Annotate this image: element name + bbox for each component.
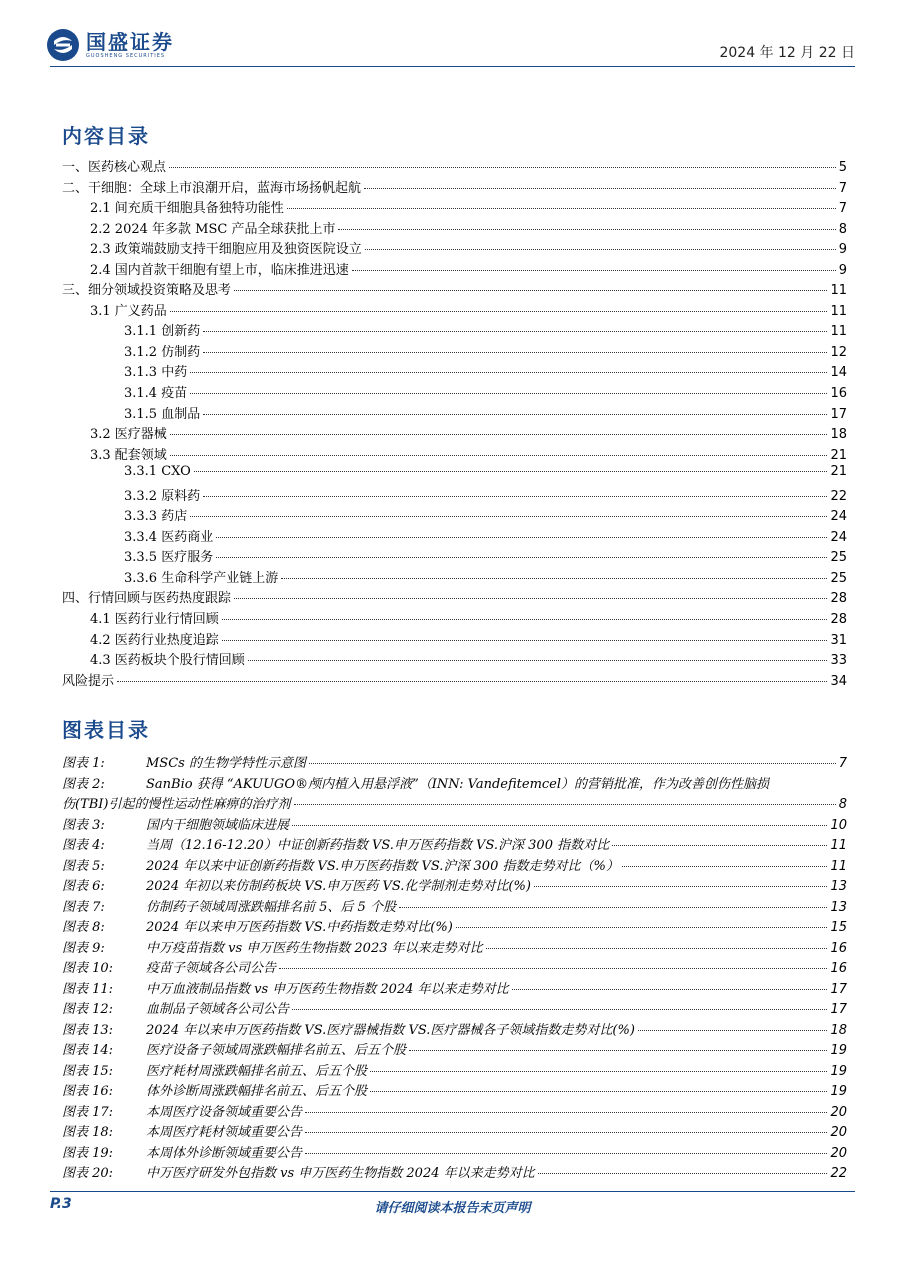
- toc-entry[interactable]: [62, 546, 847, 567]
- toc-entry[interactable]: [62, 423, 847, 444]
- toc-entry[interactable]: [62, 526, 847, 547]
- figure-entry-page: 18: [830, 1022, 847, 1038]
- figure-entry-title: 2024 年以来申万医药指数 VS.医疗器械指数 VS.医疗器械各子领域指数走势对比(%): [146, 1022, 635, 1038]
- toc-entry-title: 3.1.3 中药: [124, 365, 188, 381]
- figure-entry-title: 本周医疗设备领域重要公告: [146, 1104, 303, 1120]
- report-date: 2024 年 12 月 22 日: [719, 45, 855, 61]
- figure-entry-page: 8: [838, 797, 847, 812]
- toc-entry-title: 三、细分领域投资策略及思考: [62, 283, 232, 299]
- figure-entry[interactable]: [62, 1121, 847, 1142]
- toc-entry-title: 4.1 医药行业行情回顾: [90, 612, 219, 628]
- toc-entry-title: 四、行情回顾与医药热度跟踪: [62, 591, 232, 607]
- figure-entry-page: 16: [830, 940, 847, 956]
- toc-entry-title: 3.1.4 疫苗: [124, 386, 188, 402]
- toc-entry[interactable]: [62, 444, 847, 465]
- toc-leader-dots: [248, 660, 828, 661]
- toc-entry-page: 7: [838, 180, 847, 196]
- figure-entry[interactable]: [62, 978, 847, 999]
- toc-entry-page: 9: [838, 242, 847, 258]
- figure-entry-page: 11: [830, 858, 847, 874]
- toc-entry[interactable]: [62, 259, 847, 280]
- figure-label: 图表 4:: [62, 838, 105, 853]
- toc-entry[interactable]: [62, 464, 847, 485]
- toc-entry-title: 4.3 医药板块个股行情回顾: [90, 653, 245, 669]
- toc-leader-dots: [117, 681, 827, 682]
- figure-label: 图表 12:: [62, 1002, 114, 1017]
- toc-entry-page: 7: [838, 201, 847, 217]
- figure-label: 图表 5:: [62, 858, 105, 874]
- figure-entry[interactable]: [62, 1019, 847, 1040]
- figure-label: 图表 11:: [62, 981, 114, 997]
- figure-entry-title: 体外诊断周涨跌幅排名前五、后五个股: [146, 1084, 368, 1099]
- toc-entry-title: 3.3 配套领域: [90, 447, 167, 463]
- figure-entry-title: 中万医疗研发外包指数 vs 申万医药生物指数 2024 年以来走势对比: [146, 1166, 535, 1181]
- figure-label: 图表 6:: [62, 879, 105, 894]
- figure-entry-title: 血制品子领域各公司公告: [146, 1002, 290, 1017]
- figure-label: 图表 3:: [62, 817, 105, 833]
- figure-label: 图表 15:: [62, 1063, 114, 1079]
- figure-entry-title: 中万血液制品指数 vs 申万医药生物指数 2024 年以来走势对比: [146, 981, 509, 997]
- figure-entry[interactable]: [62, 937, 847, 958]
- figure-leader-dots: [534, 886, 828, 887]
- figure-entry-continuation[interactable]: [62, 793, 847, 814]
- toc-leader-dots: [287, 208, 836, 209]
- figure-leader-dots: [456, 927, 828, 928]
- toc-entry-title: 2.3 政策端鼓励支持干细胞应用及独资医院设立: [90, 242, 362, 258]
- toc-leader-dots: [169, 167, 836, 168]
- toc-entry[interactable]: [62, 300, 847, 321]
- company-name-en: GUOSHENG SECURITIES: [86, 52, 166, 59]
- toc-leader-dots: [216, 537, 827, 538]
- figure-entry-page: 19: [830, 1084, 847, 1099]
- toc-entry-page: 5: [838, 160, 847, 175]
- toc-entry-title: 3.3.3 药店: [124, 509, 188, 525]
- toc-leader-dots: [365, 249, 836, 250]
- figure-entry[interactable]: [62, 1142, 847, 1163]
- toc-entry[interactable]: [62, 218, 847, 239]
- figure-leader-dots: [305, 1132, 827, 1133]
- toc-entry-title: 3.3.2 原料药: [124, 488, 201, 504]
- figure-label: 图表 10:: [62, 961, 114, 976]
- toc-leader-dots: [203, 331, 827, 332]
- figure-leader-dots: [638, 1030, 828, 1031]
- figure-label: 图表 8:: [62, 920, 105, 935]
- figure-entry-title: SanBio 获得 “AKUUGO®颅内植入用悬浮液”（INN: Vandefitemcel）的营销批准，作为改善创伤性脑损: [146, 776, 770, 792]
- toc-entry-title: 4.2 医药行业热度追踪: [90, 632, 219, 648]
- toc-entry[interactable]: [62, 587, 847, 608]
- toc-entry-page: 18: [830, 427, 847, 443]
- figure-entry-page: 20: [830, 1145, 847, 1161]
- figure-entry-title: 2024 年以来中证创新药指数 VS.申万医药指数 VS.沪深 300 指数走势对比（%）: [146, 858, 619, 874]
- disclaimer-text: 请仔细阅读本报告末页声明: [374, 1201, 531, 1216]
- toc-entry[interactable]: [62, 670, 847, 691]
- figure-entry-page: 19: [830, 1043, 847, 1058]
- toc-leader-dots: [281, 578, 827, 579]
- toc-entry-page: 16: [830, 386, 847, 402]
- page-header: [0, 0, 905, 70]
- toc-entry-page: 17: [830, 406, 847, 422]
- toc-entry-page: 25: [830, 550, 847, 566]
- toc-leader-dots: [203, 414, 827, 415]
- toc-entry-page: 11: [830, 324, 847, 340]
- figure-entry-page: 19: [830, 1063, 847, 1079]
- toc-entry-page: 24: [830, 509, 847, 525]
- figure-entry[interactable]: [62, 773, 847, 794]
- figure-leader-dots: [370, 1071, 827, 1072]
- figure-entry-page: 15: [830, 920, 847, 935]
- toc-leader-dots: [170, 455, 828, 456]
- figure-entry[interactable]: [62, 1060, 847, 1081]
- toc-entry[interactable]: [62, 197, 847, 218]
- figure-entry-page: 13: [830, 879, 847, 894]
- figure-entry[interactable]: [62, 896, 847, 917]
- toc-entry[interactable]: [62, 382, 847, 403]
- toc-entry-page: 33: [830, 653, 847, 669]
- toc-leader-dots: [234, 598, 827, 599]
- toc-leader-dots: [170, 311, 828, 312]
- toc-leader-dots: [170, 434, 828, 435]
- figure-leader-dots: [538, 1173, 828, 1174]
- figure-entry-title: 医疗耗材周涨跌幅排名前五、后五个股: [146, 1063, 368, 1079]
- figure-entry-title: MSCs 的生物学特性示意图: [146, 756, 306, 771]
- figure-entry-page: 11: [830, 838, 847, 853]
- figure-leader-dots: [399, 907, 828, 908]
- figure-leader-dots: [409, 1050, 827, 1051]
- toc-entry-title: 3.3.5 医疗服务: [124, 550, 214, 566]
- figure-entry-page: 20: [830, 1125, 847, 1140]
- figure-leader-dots: [292, 825, 827, 826]
- figure-label: 图表 7:: [62, 899, 105, 915]
- toc-entry[interactable]: [62, 608, 847, 629]
- toc-entry-title: 3.3.6 生命科学产业链上游: [124, 570, 279, 586]
- company-name-cn: 国盛证券: [86, 29, 174, 54]
- toc-entry[interactable]: [62, 177, 847, 198]
- toc-entry-title: 3.1.5 血制品: [124, 406, 201, 422]
- figure-entry-page: 22: [830, 1166, 847, 1181]
- toc-leader-dots: [190, 516, 827, 517]
- figure-leader-dots: [512, 989, 828, 990]
- toc-entry-page: 24: [830, 529, 847, 545]
- toc-entry[interactable]: [62, 629, 847, 650]
- figure-label: 图表 1:: [62, 756, 105, 771]
- figure-entry[interactable]: [62, 875, 847, 896]
- toc-entry-page: 12: [830, 344, 847, 360]
- toc-leader-dots: [364, 188, 836, 189]
- figure-entry[interactable]: [62, 1039, 847, 1060]
- toc-entry-title: 3.1.1 创新药: [124, 324, 201, 340]
- toc-entry[interactable]: [62, 320, 847, 341]
- figure-entry[interactable]: [62, 752, 847, 773]
- toc-leader-dots: [234, 290, 827, 291]
- figure-leader-dots: [612, 845, 827, 846]
- figure-entry-page: 16: [830, 961, 847, 976]
- toc-entry-page: 21: [830, 464, 847, 480]
- toc-entry[interactable]: [62, 156, 847, 177]
- figure-entry[interactable]: [62, 1162, 847, 1183]
- toc-entry-title: 3.1.2 仿制药: [124, 344, 201, 360]
- figure-entry-title: 本周体外诊断领域重要公告: [146, 1145, 303, 1161]
- figure-label: 图表 18:: [62, 1125, 114, 1140]
- toc-entry-title: 2.1 间充质干细胞具备独特功能性: [90, 201, 284, 217]
- toc-entry-title: 2.2 2024 年多款 MSC 产品全球获批上市: [90, 221, 336, 237]
- figure-entry-title-cont: 伤(TBI)引起的慢性运动性麻痹的治疗剂: [62, 797, 291, 812]
- toc-entry-title: 风险提示: [62, 673, 115, 689]
- toc-entry-title: 3.1 广义药品: [90, 303, 167, 319]
- figure-entry-title: 2024 年以来申万医药指数 VS.中药指数走势对比(%): [146, 920, 453, 935]
- figure-label: 图表 17:: [62, 1104, 114, 1120]
- toc-entry[interactable]: [62, 567, 847, 588]
- figure-entry[interactable]: [62, 1101, 847, 1122]
- figure-leader-dots: [622, 866, 828, 867]
- figure-entry[interactable]: [62, 957, 847, 978]
- toc-leader-dots: [203, 496, 827, 497]
- guosheng-logo-icon: [46, 28, 80, 62]
- figure-entry[interactable]: [62, 814, 847, 835]
- figure-label: 图表 2:: [62, 776, 105, 792]
- figures-title: 图表目录: [62, 718, 150, 742]
- toc-leader-dots: [352, 270, 836, 271]
- figure-label: 图表 16:: [62, 1084, 114, 1099]
- figure-entry-page: 13: [830, 899, 847, 915]
- figure-entry-title: 仿制药子领域周涨跌幅排名前 5、后 5 个股: [146, 899, 396, 915]
- figure-entry[interactable]: [62, 834, 847, 855]
- toc-entry-page: 11: [830, 303, 847, 319]
- table-of-contents: [62, 156, 847, 690]
- toc-leader-dots: [194, 471, 828, 472]
- toc-entry-title: 一、医药核心观点: [62, 160, 167, 175]
- toc-entry-page: 8: [838, 221, 847, 237]
- toc-entry-title: 二、干细胞：全球上市浪潮开启，蓝海市场扬帆起航: [62, 180, 362, 196]
- figures-list: [62, 752, 847, 1183]
- figure-entry-title: 疫苗子领域各公司公告: [146, 961, 277, 976]
- toc-entry-page: 22: [830, 488, 847, 504]
- toc-entry[interactable]: [62, 279, 847, 300]
- toc-entry[interactable]: [62, 649, 847, 670]
- figure-entry-title: 国内干细胞领域临床进展: [146, 817, 290, 833]
- figure-entry-title: 2024 年初以来仿制药板块 VS.申万医药 VS.化学制剂走势对比(%): [146, 879, 531, 894]
- figure-entry-title: 中万疫苗指数 vs 申万医药生物指数 2023 年以来走势对比: [146, 940, 483, 956]
- figure-leader-dots: [279, 968, 827, 969]
- page-number: P.3: [50, 1196, 72, 1212]
- toc-entry-page: 31: [830, 632, 847, 648]
- figure-leader-dots: [305, 1153, 827, 1154]
- figure-entry-title: 医疗设备子领域周涨跌幅排名前五、后五个股: [146, 1043, 407, 1058]
- figure-leader-dots: [305, 1112, 827, 1113]
- toc-entry-page: 25: [830, 570, 847, 586]
- toc-entry-page: 21: [830, 447, 847, 463]
- toc-entry[interactable]: [62, 341, 847, 362]
- figure-entry-page: 17: [830, 981, 847, 997]
- figure-entry[interactable]: [62, 1080, 847, 1101]
- figure-leader-dots: [294, 804, 836, 805]
- figure-entry-title: 本周医疗耗材领域重要公告: [146, 1125, 303, 1140]
- toc-entry[interactable]: [62, 505, 847, 526]
- toc-entry[interactable]: [62, 403, 847, 424]
- company-logo: [46, 28, 174, 62]
- figure-entry[interactable]: [62, 916, 847, 937]
- toc-leader-dots: [216, 557, 827, 558]
- toc-entry-page: 11: [830, 283, 847, 299]
- figure-leader-dots: [370, 1091, 827, 1092]
- figure-leader-dots: [309, 763, 836, 764]
- toc-leader-dots: [190, 393, 827, 394]
- toc-entry-page: 28: [830, 591, 847, 607]
- toc-entry[interactable]: [62, 485, 847, 506]
- toc-entry-title: 3.2 医疗器械: [90, 427, 167, 443]
- toc-leader-dots: [338, 229, 835, 230]
- toc-leader-dots: [222, 640, 828, 641]
- toc-title: 内容目录: [62, 124, 150, 148]
- figure-entry[interactable]: [62, 998, 847, 1019]
- figure-entry-page: 17: [830, 1002, 847, 1017]
- toc-entry-title: 2.4 国内首款干细胞有望上市，临床推进迅速: [90, 262, 349, 278]
- figure-leader-dots: [486, 948, 828, 949]
- toc-leader-dots: [222, 619, 828, 620]
- figure-entry-title: 当周（12.16-12.20）中证创新药指数 VS.申万医药指数 VS.沪深 300 指数对比: [146, 838, 610, 853]
- toc-leader-dots: [203, 352, 827, 353]
- toc-entry-page: 9: [838, 262, 847, 278]
- toc-entry-page: 14: [830, 365, 847, 381]
- toc-entry-page: 34: [830, 673, 847, 689]
- figure-label: 图表 13:: [62, 1022, 114, 1038]
- figure-label: 图表 20:: [62, 1166, 114, 1181]
- footer-divider: [50, 1191, 855, 1192]
- figure-label: 图表 19:: [62, 1145, 114, 1161]
- figure-entry-page: 7: [838, 756, 847, 771]
- figure-leader-dots: [292, 1009, 827, 1010]
- figure-label: 图表 9:: [62, 940, 105, 956]
- toc-leader-dots: [190, 372, 827, 373]
- toc-entry[interactable]: [62, 238, 847, 259]
- figure-label: 图表 14:: [62, 1043, 114, 1058]
- toc-entry-page: 28: [830, 612, 847, 628]
- figure-entry-page: 10: [830, 817, 847, 833]
- header-divider: [50, 66, 855, 67]
- toc-entry[interactable]: [62, 361, 847, 382]
- toc-entry-title: 3.3.1 CXO: [124, 464, 191, 480]
- toc-entry-title: 3.3.4 医药商业: [124, 529, 214, 545]
- figure-entry-page: 20: [830, 1104, 847, 1120]
- figure-entry[interactable]: [62, 855, 847, 876]
